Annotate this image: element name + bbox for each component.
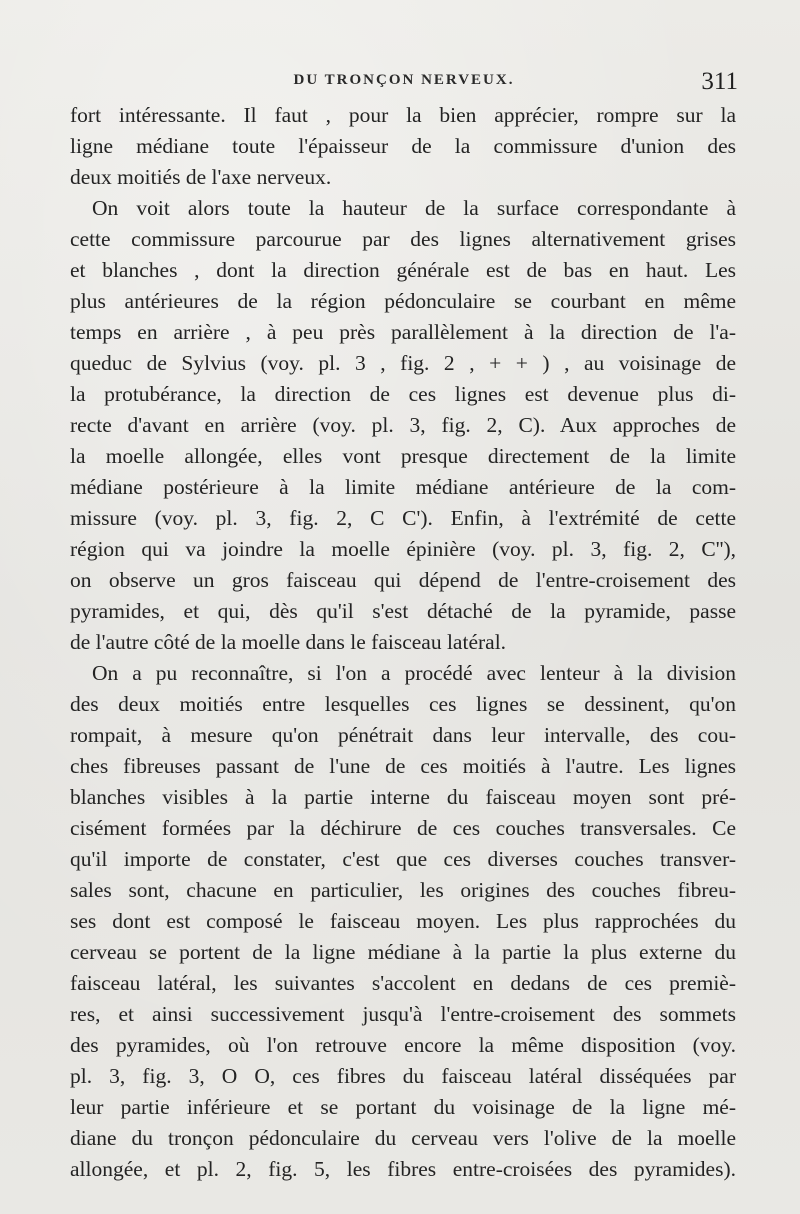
text-line: recte d'avant en arrière (voy. pl. 3, fig. 2, C). Aux approches de xyxy=(70,413,736,437)
text-line: deux moitiés de l'axe nerveux. xyxy=(70,165,332,189)
text-line: On a pu reconnaître, si l'on a procédé avec lenteur à la division xyxy=(92,661,736,685)
text-line: ligne médiane toute l'épaisseur de la commissure d'union des xyxy=(70,134,736,158)
text-line: la moelle allongée, elles vont presque directement de la limite xyxy=(70,444,736,468)
text-line: ches fibreuses passant de l'une de ces moitiés à l'autre. Les lignes xyxy=(70,754,736,778)
text-line: rompait, à mesure qu'on pénétrait dans leur intervalle, des cou- xyxy=(70,723,736,747)
text-line: ses dont est composé le faisceau moyen. Les plus rapprochées du xyxy=(70,909,736,933)
text-line: cisément formées par la déchirure de ces couches transversales. Ce xyxy=(70,816,736,840)
text-line: qu'il importe de constater, c'est que ces diverses couches transver- xyxy=(70,847,736,871)
text-line: cette commissure parcourue par des lignes alternativement grises xyxy=(70,227,736,251)
text-line: médiane postérieure à la limite médiane antérieure de la com- xyxy=(70,475,736,499)
text-line: diane du tronçon pédonculaire du cerveau vers l'olive de la moelle xyxy=(70,1126,736,1150)
text-line: pyramides, et qui, dès qu'il s'est détaché de la pyramide, passe xyxy=(70,599,736,623)
page-number: 311 xyxy=(701,68,738,95)
text-line: On voit alors toute la hauteur de la surface correspondante à xyxy=(92,196,736,220)
page-header xyxy=(70,68,738,102)
text-line: de l'autre côté de la moelle dans le faisceau latéral. xyxy=(70,630,507,654)
text-line: sales sont, chacune en particulier, les origines des couches fibreu- xyxy=(70,878,736,902)
text-line: blanches visibles à la partie interne du faisceau moyen sont pré- xyxy=(70,785,736,809)
text-line: temps en arrière , à peu près parallèlement à la direction de l'a- xyxy=(70,320,736,344)
body-text xyxy=(70,100,736,1185)
text-line: queduc de Sylvius (voy. pl. 3 , fig. 2 , + + ) , au voisinage de xyxy=(70,351,736,375)
text-line: cerveau se portent de la ligne médiane à la partie la plus externe du xyxy=(70,940,736,964)
text-line: des deux moitiés entre lesquelles ces lignes se dessinent, qu'on xyxy=(70,692,736,716)
text-line: on observe un gros faisceau qui dépend de l'entre-croisement des xyxy=(70,568,736,592)
text-line: faisceau latéral, les suivantes s'accolent en dedans de ces premiè- xyxy=(70,971,736,995)
text-line: et blanches , dont la direction générale est de bas en haut. Les xyxy=(70,258,736,282)
text-line: région qui va joindre la moelle épinière (voy. pl. 3, fig. 2, C''), xyxy=(70,537,736,561)
text-line: allongée, et pl. 2, fig. 5, les fibres entre-croisées des pyramides). xyxy=(70,1157,736,1181)
text-line: des pyramides, où l'on retrouve encore la même disposition (voy. xyxy=(70,1033,736,1057)
text-line: plus antérieures de la région pédonculaire se courbant en même xyxy=(70,289,736,313)
text-line: fort intéressante. Il faut , pour la bien apprécier, rompre sur la xyxy=(70,103,736,127)
text-line: leur partie inférieure et se portant du voisinage de la ligne mé- xyxy=(70,1095,736,1119)
running-title: DU TRONÇON NERVEUX. xyxy=(293,72,515,88)
text-line: la protubérance, la direction de ces lignes est devenue plus di- xyxy=(70,382,736,406)
text-line: missure (voy. pl. 3, fig. 2, C C'). Enfin, à l'extrémité de cette xyxy=(70,506,736,530)
text-line: pl. 3, fig. 3, O O, ces fibres du faisceau latéral disséquées par xyxy=(70,1064,736,1088)
text-line: res, et ainsi successivement jusqu'à l'entre-croisement des sommets xyxy=(70,1002,736,1026)
